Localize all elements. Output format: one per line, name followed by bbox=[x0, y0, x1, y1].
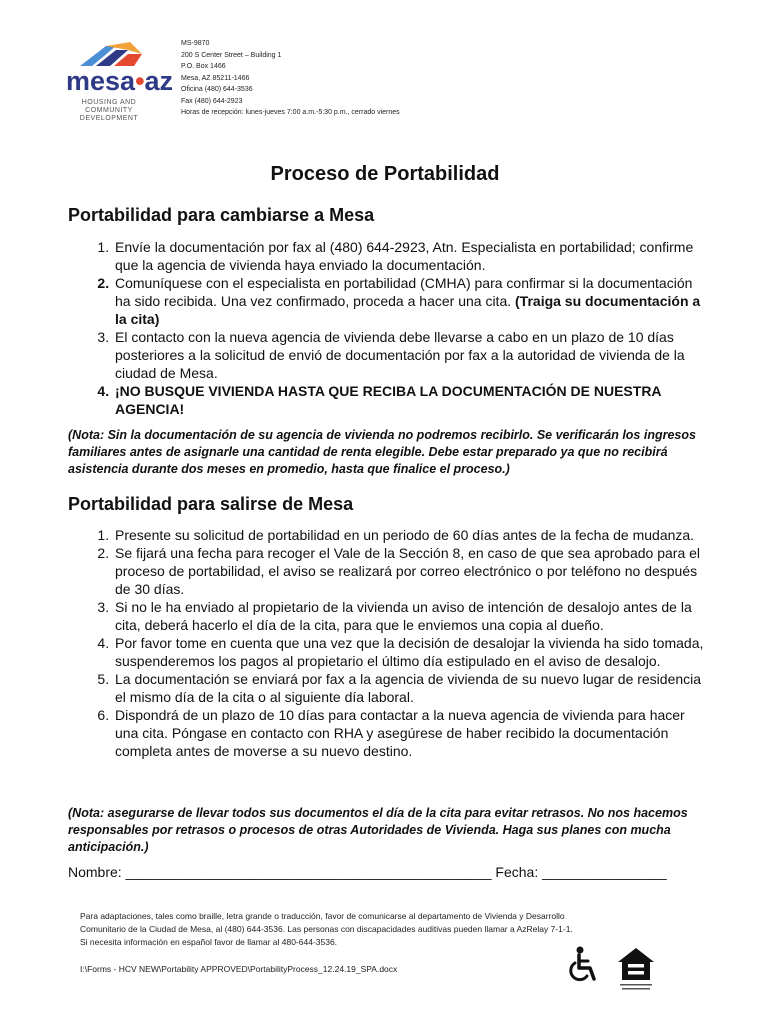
list-item: 5. La documentación se enviará por fax a la agencia de vivienda de su nuevo lugar de residencia el mismo día de la cita o al siguiente día laboral. bbox=[113, 670, 708, 706]
address-line: MS-9870 bbox=[181, 40, 210, 47]
wheelchair-accessibility-icon bbox=[566, 946, 600, 984]
mesa-az-logo bbox=[60, 40, 174, 122]
list-item: 1. Presente su solicitud de portabilidad en un periodo de 60 días antes de la fecha de mudanza. bbox=[113, 526, 708, 544]
section-heading-leaving-mesa: Portabilidad para salirse de Mesa bbox=[68, 494, 354, 514]
date-label: Fecha: bbox=[491, 864, 543, 880]
section-heading-moving-to-mesa: Portabilidad para cambiarse a Mesa bbox=[68, 205, 375, 225]
date-field[interactable]: ________________ bbox=[542, 864, 667, 880]
file-path: I:\Forms - HCV NEW\Portability APPROVED\PortabilityProcess_12.24.19_SPA.docx bbox=[80, 964, 398, 974]
page-title: Proceso de Portabilidad bbox=[270, 163, 500, 185]
moving-to-mesa-steps bbox=[68, 238, 708, 418]
address-line: P.O. Box 1466 bbox=[181, 63, 226, 70]
equal-housing-opportunity-icon bbox=[616, 946, 656, 992]
address-line: Horas de recepción: lunes-jueves 7:00 a.m.-5:30 p.m., cerrado viernes bbox=[181, 109, 400, 116]
footer-icons bbox=[566, 946, 662, 992]
mesa-az-logo-icon bbox=[70, 40, 152, 68]
list-item: 4. Por favor tome en cuenta que una vez que la decisión de desalojar la vivienda ha sido tomada, suspenderemos los pagos al propietario el último día estipulado en el aviso de desalojo. bbox=[113, 634, 708, 670]
list-item: 6. Dispondrá de un plazo de 10 días para contactar a la nueva agencia de vivienda para hacer una cita. Póngase en contacto con RHA y asegúrese de haber recibido la documentación completa antes de moverse a su nuevo destino. bbox=[113, 706, 708, 760]
section2-note: (Nota: asegurarse de llevar todos sus documentos el día de la cita para evitar retrasos. No nos hacemos responsables por retrasos o procesos de otras Autoridades de Vivienda. Haga sus planes con mucha anticipación.) bbox=[68, 806, 688, 854]
office-address bbox=[181, 38, 400, 119]
logo-wordmark: mesa•az bbox=[66, 66, 174, 96]
logo-subtitle: HOUSING AND COMMUNITY DEVELOPMENT bbox=[79, 99, 139, 122]
footer-line: Si necesita información en español favor de llamar al 480-644-3536. bbox=[80, 937, 338, 947]
list-item: 4. ¡NO BUSQUE VIVIENDA HASTA QUE RECIBA LA DOCUMENTACIÓN DE NUESTRA AGENCIA! bbox=[113, 382, 708, 418]
name-field[interactable]: _______________________________________________ bbox=[125, 864, 492, 880]
section1-note: (Nota: Sin la documentación de su agencia de vivienda no podremos recibirlo. Se verificarán los ingresos familiares antes de asignarle una cantidad de renta elegible. Debe estar preparado ya que no recibirá asistencia durante dos meses en promedio, hasta que finalice el proceso.) bbox=[68, 428, 696, 476]
list-item: 1. Envíe la documentación por fax al (480) 644-2923, Atn. Especialista en portabilidad; confirme que la agencia de vivienda haya enviado la documentación. bbox=[113, 238, 708, 274]
address-line: Fax (480) 644-2923 bbox=[181, 97, 243, 105]
signature-line bbox=[68, 864, 708, 880]
leaving-mesa-steps bbox=[68, 526, 708, 760]
list-item: 3. El contacto con la nueva agencia de vivienda debe llevarse a cabo en un plazo de 10 días posteriores a la solicitud de envió de documentación por fax a la autoridad de vivienda de la ciudad de Mesa. bbox=[113, 328, 708, 382]
accessibility-footer bbox=[80, 910, 700, 949]
address-line: Mesa, AZ 85211-1466 bbox=[181, 74, 250, 82]
list-item: 2. Se fijará una fecha para recoger el Vale de la Sección 8, en caso de que sea aprobado para el proceso de portabilidad, el aviso se realizará por correo electrónico o por teléfono no después de 30 días. bbox=[113, 544, 708, 598]
name-label: Nombre: bbox=[68, 864, 126, 880]
footer-line: Comunitario de la Ciudad de Mesa, al (480) 644-3536. Las personas con discapacidades auditivas pueden llamar a AzRelay 7-1-1. bbox=[80, 924, 573, 934]
address-line: Oficina (480) 644-3536 bbox=[181, 86, 253, 93]
list-item: 2. Comuníquese con el especialista en portabilidad (CMHA) para confirmar si la documentación ha sido recibida. Una vez confirmado, proceda a hacer una cita. (Traiga su documentación a la cita) bbox=[113, 274, 708, 328]
address-line: 200 S Center Street – Building 1 bbox=[181, 51, 282, 59]
footer-line: Para adaptaciones, tales como braille, letra grande o traducción, favor de comunicarse al departamento de Vivienda y Desarrollo bbox=[80, 911, 565, 921]
list-item: 3. Si no le ha enviado al propietario de la vivienda un aviso de intención de desalojo antes de la cita, deberá hacerlo el día de la cita, para que le enviemos una copia al dueño. bbox=[113, 598, 708, 634]
